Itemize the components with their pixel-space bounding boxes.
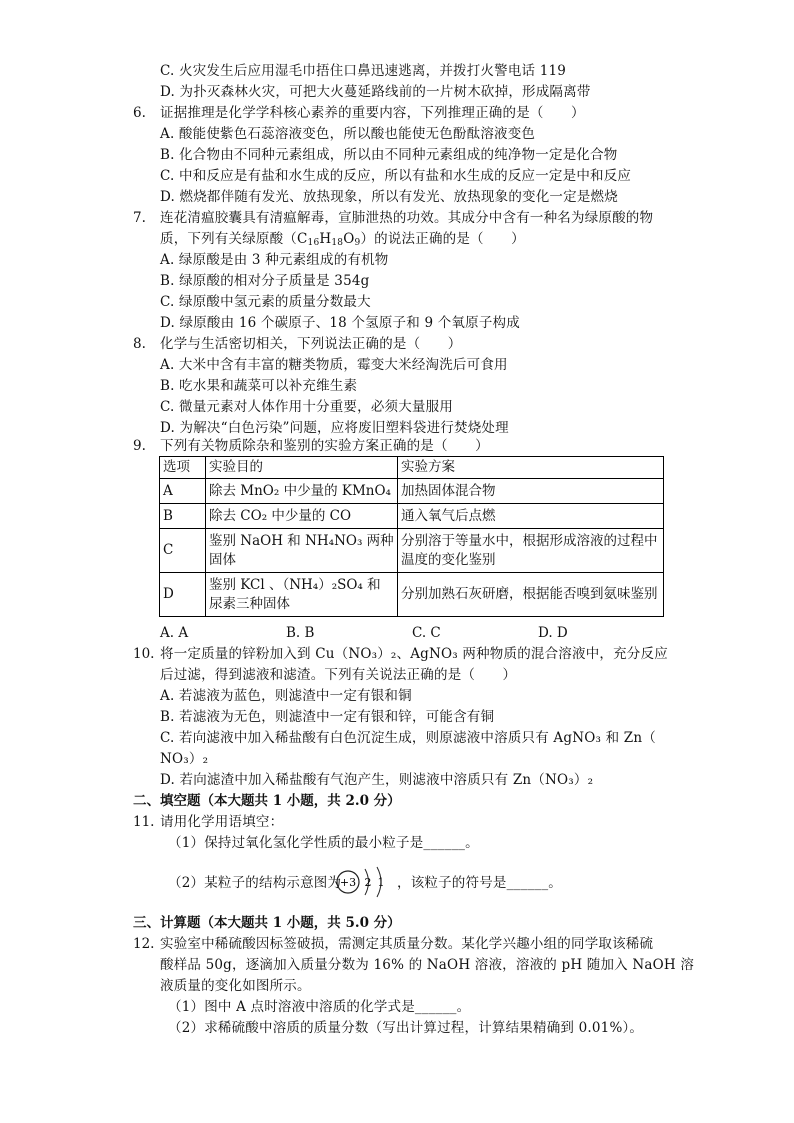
table-cell: 分别加熟石灰研磨，根据能否嗅到氨味鉴别 (398, 573, 664, 617)
q9-stem: 下列有关物质除杂和鉴别的实验方案正确的是（ ） (160, 438, 489, 454)
table-cell: 鉴别 KCl 、（NH₄）₂SO₄ 和尿素三种固体 (206, 573, 398, 617)
q8-number: 8. (133, 336, 146, 352)
q6-stem: 证据推理是化学学科核心素养的重要内容，下列推理正确的是（ ） (160, 105, 585, 121)
q9-table (159, 456, 664, 617)
q10-option-a: A. 若滤液为蓝色，则滤渣中一定有银和铜 (160, 688, 412, 704)
q12-stem-line3: 液质量的变化如图所示。 (160, 978, 311, 994)
q6-option-c: C. 中和反应是有盐和水生成的反应，所以有盐和水生成的反应一定是中和反应 (160, 168, 632, 184)
atom-structure-diagram (335, 865, 395, 899)
q12-number: 12. (133, 936, 155, 952)
q9-number: 9. (133, 438, 146, 454)
section-calc-heading: 三、计算题（本大题共 1 小题，共 5.0 分） (133, 915, 401, 931)
table-header-row (160, 457, 664, 479)
q7-number: 7. (133, 210, 146, 226)
q10-option-c-line1: C. 若向滤液中加入稀盐酸有白色沉淀生成，则原滤液中溶质只有 AgNO₃ 和 Zn（ (160, 730, 656, 746)
q6-option-b: B. 化合物由不同种元素组成，所以由不同种元素组成的纯净物一定是化合物 (160, 147, 618, 163)
q10-stem-line1: 将一定质量的锌粉加入到 Cu（NO₃）₂、AgNO₃ 两种物质的混合溶液中，充分反应 (160, 646, 668, 662)
table-header-cell: 实验目的 (206, 457, 398, 479)
table-header-cell: 选项 (160, 457, 206, 479)
table-row (160, 504, 664, 529)
q10-stem-line2: 后过滤，得到滤液和滤渣。下列有关说法正确的是（ ） (160, 667, 517, 683)
table-cell: 分别溶于等量水中，根据形成溶液的过程中温度的变化鉴别 (398, 529, 664, 573)
q8-stem: 化学与生活密切相关，下列说法正确的是（ ） (160, 336, 462, 352)
q12-stem-line2: 酸样品 50g，逐滴加入质量分数为 16% 的 NaOH 溶液，溶液的 pH 随加入 NaOH 溶 (160, 957, 695, 973)
q7-option-b: B. 绿原酸的相对分子质量是 354g (160, 273, 370, 289)
q7-option-c: C. 绿原酸中氢元素的质量分数最大 (160, 294, 371, 310)
q12-part1: （1）图中 A 点时溶液中溶质的化学式是______。 (168, 999, 471, 1015)
shell1-electrons: 2 (364, 876, 372, 889)
q9-choice-d: D. D (538, 625, 568, 641)
q11-part2-prefix: （2）某粒子的结构示意图为 (168, 875, 342, 891)
nucleus-charge: +3 (339, 876, 357, 889)
q11-part1: （1）保持过氧化氢化学性质的最小粒子是______。 (168, 835, 479, 851)
shell2-electrons: 1 (377, 876, 385, 889)
q11-number: 11. (133, 814, 155, 830)
q8-option-b: B. 吃水果和蔬菜可以补充维生素 (160, 378, 358, 394)
table-cell: 除去 MnO₂ 中少量的 KMnO₄ (206, 479, 398, 504)
q7-option-d: D. 绿原酸由 16 个碳原子、18 个氢原子和 9 个氧原子构成 (160, 315, 520, 331)
section-fill-in-heading: 二、填空题（本大题共 1 小题，共 2.0 分） (133, 793, 401, 809)
q7-stem-line2: 质，下列有关绿原酸$(C_{16}H_{18}O_9)$的说法正确的是（ ） (160, 231, 525, 248)
q6-number: 6. (133, 105, 146, 121)
q7-option-a: A. 绿原酸是由 3 种元素组成的有机物 (160, 252, 389, 268)
table-cell: 除去 CO₂ 中少量的 CO (206, 504, 398, 529)
q11-stem: 请用化学用语填空： (160, 814, 284, 830)
table-header-cell: 实验方案 (398, 457, 664, 479)
q9-choice-a: A. A (160, 625, 189, 641)
q8-option-d: D. 为解决“白色污染”问题，应将废旧塑料袋进行焚烧处理 (160, 420, 509, 436)
q5-option-d: D. 为扑灭森林火灾，可把大火蔓延路线前的一片树木砍掉，形成隔离带 (160, 84, 591, 100)
q8-option-a: A. 大米中含有丰富的糖类物质，霉变大米经淘洗后可食用 (160, 357, 508, 373)
q7-stem-line1: 连花清瘟胶囊具有清瘟解毒，宣肺泄热的功效。其成分中含有一种名为绿原酸的物 (160, 210, 654, 226)
q10-option-b: B. 若滤液为无色，则滤渣中一定有银和锌，可能含有铜 (160, 709, 495, 725)
q10-number: 10. (133, 646, 155, 662)
table-cell: D (160, 573, 206, 617)
table-cell: 鉴别 NaOH 和 NH₄NO₃ 两种固体 (206, 529, 398, 573)
q9-choice-b: B. B (286, 625, 315, 641)
table-cell: C (160, 529, 206, 573)
table-row (160, 573, 664, 617)
q11-part2-suffix: ，该粒子的符号是______。 (397, 875, 562, 891)
q6-option-a: A. 酸能使紫色石蕊溶液变色，所以酸也能使无色酚酞溶液变色 (160, 126, 536, 142)
q10-option-c-line2: NO₃）₂ (160, 751, 209, 767)
table-cell: A (160, 479, 206, 504)
q6-option-d: D. 燃烧都伴随有发光、放热现象，所以有发光、放热现象的变化一定是燃烧 (160, 189, 618, 205)
table-row (160, 479, 664, 504)
q8-option-c: C. 微量元素对人体作用十分重要，必须大量服用 (160, 399, 454, 415)
q9-choice-c: C. C (412, 625, 441, 641)
table-cell: 加热固体混合物 (398, 479, 664, 504)
table-cell: 通入氧气后点燃 (398, 504, 664, 529)
q5-option-c: C. 火灾发生后应用湿毛巾捂住口鼻迅速逃离，并拨打火警电话 119 (160, 63, 567, 79)
table-cell: B (160, 504, 206, 529)
q12-part2: （2）求稀硫酸中溶质的质量分数（写出计算过程，计算结果精确到 0.01%）。 (168, 1020, 644, 1036)
q12-stem-line1: 实验室中稀硫酸因标签破损，需测定其质量分数。某化学兴趣小组的同学取该稀硫 (160, 936, 654, 952)
table-row (160, 529, 664, 573)
q10-option-d: D. 若向滤渣中加入稀盐酸有气泡产生，则滤液中溶质只有 Zn（NO₃）₂ (160, 772, 594, 788)
